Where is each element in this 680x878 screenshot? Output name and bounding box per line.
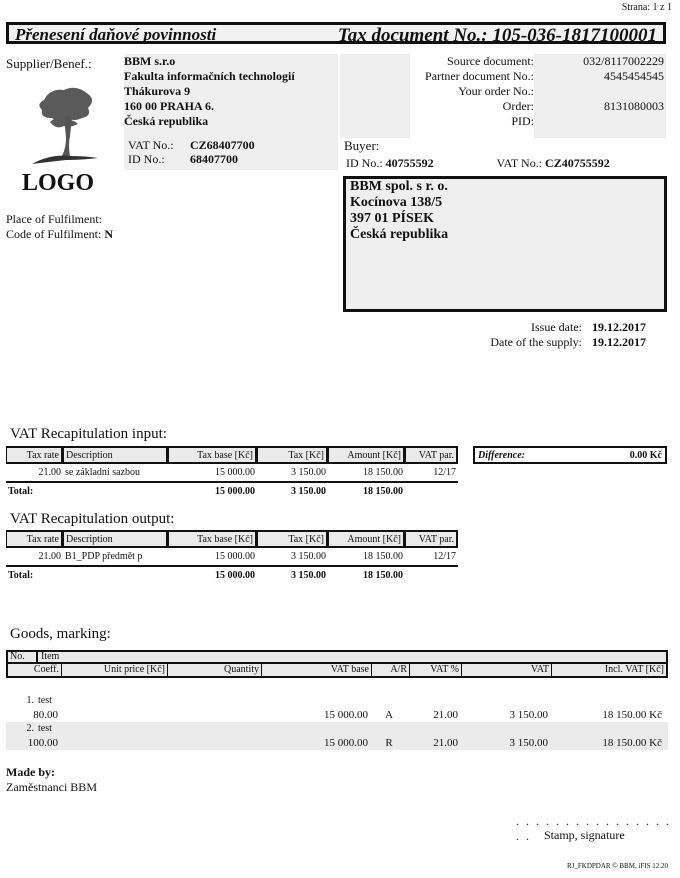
col-tax-rate: Tax rate [6, 530, 63, 548]
supplier-country: Česká republika [124, 114, 209, 128]
total-row [6, 565, 458, 584]
total-tax: 3 150.00 [257, 481, 328, 500]
goods-table [6, 650, 668, 750]
vat-input-title: VAT Recapitulation input: [10, 426, 167, 442]
buyer-vat-value: CZ40755592 [545, 156, 610, 170]
title-bar [6, 22, 666, 44]
reference-value: 032/8117002229 [583, 54, 664, 68]
place-of-fulfilment-label: Place of Fulfilment: [6, 212, 102, 226]
vat-output-table [6, 530, 458, 584]
item-name: test [38, 723, 52, 734]
buyer-city: 397 01 PÍSEK [350, 211, 435, 226]
supplier-label: Supplier/Benef.: [6, 56, 92, 71]
buyer-id-value: 40755592 [385, 156, 434, 170]
item-name: test [38, 695, 52, 706]
cell-tax: 3 150.00 [291, 551, 326, 562]
total-label: Total: [6, 481, 168, 500]
cell-rate: 21.00 [38, 551, 61, 562]
logo-text: LOGO [22, 170, 95, 196]
supplier-line: Fakulta informačních technologií [124, 69, 295, 83]
col-vat: VAT [462, 664, 552, 676]
total-tax: 3 150.00 [257, 565, 328, 584]
cell-par: 12/17 [433, 551, 456, 562]
col-unit-price: Unit price [Kč] [62, 664, 168, 676]
dates-block [470, 320, 666, 350]
difference-value: 0.00 Kč [629, 449, 662, 461]
cell-base: 15 000.00 [215, 467, 255, 478]
reference-value: 8131080003 [604, 99, 664, 113]
buyer-vat-label: VAT No.: [496, 156, 543, 170]
reference-label: Source document: [447, 54, 534, 68]
tax-document-number: Tax document No.: 105-036-1817100001 [337, 25, 657, 46]
cell-tax: 3 150.00 [291, 467, 326, 478]
col-tax-rate: Tax rate [6, 446, 63, 464]
made-by-label: Made by: [6, 765, 55, 779]
code-of-fulfilment-value: N [104, 227, 113, 241]
made-by-block [6, 765, 97, 795]
supplier-city: 160 00 PRAHA 6. [124, 99, 214, 113]
supplier-name: BBM s.r.o [124, 54, 176, 68]
goods-item-name-row [6, 694, 668, 708]
goods-title: Goods, marking: [10, 626, 111, 642]
supplier-id-label: ID No.: [128, 152, 165, 166]
made-by-value: Zaměstnanci BBM [6, 780, 97, 794]
table-row [6, 464, 458, 481]
col-coeff: Coeff. [8, 664, 62, 676]
cell-description: B1_PDP předmět p [65, 551, 143, 562]
buyer-label: Buyer: [344, 138, 380, 153]
reference-value [534, 114, 666, 129]
reference-shade [340, 54, 410, 138]
reference-row [410, 54, 666, 69]
goods-item-values-row [6, 708, 668, 722]
cell-par: 12/17 [433, 467, 456, 478]
reference-block [410, 54, 666, 138]
goods-header-row-1 [6, 650, 668, 663]
item-ar: R [385, 737, 393, 749]
total-amount: 18 150.00 [328, 565, 405, 584]
reference-label: Partner document No.: [425, 69, 534, 83]
item-ar: A [385, 709, 393, 721]
item-vat-base: 15 000.00 [324, 709, 368, 721]
supply-date-label: Date of the supply: [490, 335, 582, 349]
cell-rate: 21.00 [38, 467, 61, 478]
col-vat-base: VAT base [262, 664, 372, 676]
vat-input-table [6, 446, 458, 500]
footer-text: RJ_FKDPDAR © BBM, iFIS 12.20 [566, 862, 668, 870]
cell-amount: 18 150.00 [363, 467, 403, 478]
total-amount: 18 150.00 [328, 481, 405, 500]
item-vat-base: 15 000.00 [324, 737, 368, 749]
item-vat-pct: 21.00 [433, 737, 458, 749]
col-amount: Amount [Kč] [328, 530, 405, 548]
total-base: 15 000.00 [168, 565, 257, 584]
item-vat: 3 150.00 [509, 737, 548, 749]
goods-item-values-row [6, 736, 668, 750]
fulfilment-block [6, 212, 113, 242]
goods-item-name-row [6, 722, 668, 736]
col-tax-base: Tax base [Kč] [168, 530, 257, 548]
item-number: 2. [26, 723, 34, 734]
table-row [6, 548, 458, 565]
issue-date-value: 19.12.2017 [592, 320, 646, 334]
total-base: 15 000.00 [168, 481, 257, 500]
item-incl-vat: 18 150.00 Kč [602, 709, 662, 721]
reference-value: 4545454545 [604, 69, 664, 83]
buyer-ids [346, 156, 666, 171]
item-vat-pct: 21.00 [433, 709, 458, 721]
col-item: Item [41, 651, 60, 662]
buyer-id-label: ID No.: [346, 156, 383, 170]
code-of-fulfilment-label: Code of Fulfilment: [6, 227, 102, 241]
reference-row [410, 69, 666, 84]
col-tax: Tax [Kč] [257, 446, 328, 464]
reference-row [410, 99, 666, 114]
supplier-ids [128, 138, 255, 166]
reference-label: Order: [502, 99, 534, 113]
supplier-street: Thákurova 9 [124, 84, 191, 98]
col-no: No. [8, 652, 38, 662]
supplier-id-value: 68407700 [190, 152, 238, 166]
col-tax: Tax [Kč] [257, 530, 328, 548]
vat-output-title: VAT Recapitulation output: [10, 511, 175, 527]
buyer-name: BBM spol. s r. o. [350, 179, 448, 194]
signature-line: . . . . . . . . . . . . . . . . . . [516, 814, 671, 843]
cell-description: se základní sazbou [65, 467, 140, 478]
total-label: Total: [6, 565, 168, 584]
item-incl-vat: 18 150.00 Kč [602, 737, 662, 749]
tree-logo-icon [30, 78, 100, 168]
supply-date-value: 19.12.2017 [592, 335, 646, 349]
page-number: Strana: 1 z 1 [621, 2, 672, 13]
col-tax-base: Tax base [Kč] [168, 446, 257, 464]
col-amount: Amount [Kč] [328, 446, 405, 464]
difference-box [473, 446, 667, 464]
reference-row [410, 114, 666, 129]
col-vat-par: VAT par. [405, 530, 458, 548]
supplier-block [124, 54, 338, 170]
supplier-vat-value: CZ68407700 [190, 138, 255, 152]
cell-base: 15 000.00 [215, 551, 255, 562]
issue-date-label: Issue date: [531, 320, 582, 334]
col-incl-vat: Incl. VAT [Kč] [552, 664, 666, 676]
difference-label: Difference: [478, 449, 526, 461]
cell-amount: 18 150.00 [363, 551, 403, 562]
signature-label: Stamp, signature [544, 828, 625, 842]
col-vat-pct: VAT % [410, 664, 462, 676]
item-vat: 3 150.00 [509, 709, 548, 721]
total-row [6, 481, 458, 500]
reference-value [534, 84, 666, 99]
col-ar: A/R [372, 664, 410, 676]
col-description: Description [63, 530, 168, 548]
buyer-country: Česká republika [350, 227, 449, 242]
item-number: 1. [26, 695, 34, 706]
buyer-address-box [343, 176, 667, 312]
buyer-street: Kocínova 138/5 [350, 195, 443, 210]
col-quantity: Quantity [168, 664, 262, 676]
document-title: Přenesení daňové povinnosti [15, 25, 217, 44]
item-coeff: 80.00 [33, 709, 58, 721]
reference-label: Your order No.: [458, 84, 534, 98]
goods-header-row-2 [6, 663, 668, 678]
reference-row [410, 84, 666, 99]
supplier-vat-label: VAT No.: [128, 138, 174, 152]
item-coeff: 100.00 [27, 737, 58, 749]
reference-label: PID: [511, 114, 534, 128]
col-description: Description [63, 446, 168, 464]
col-vat-par: VAT par. [405, 446, 458, 464]
